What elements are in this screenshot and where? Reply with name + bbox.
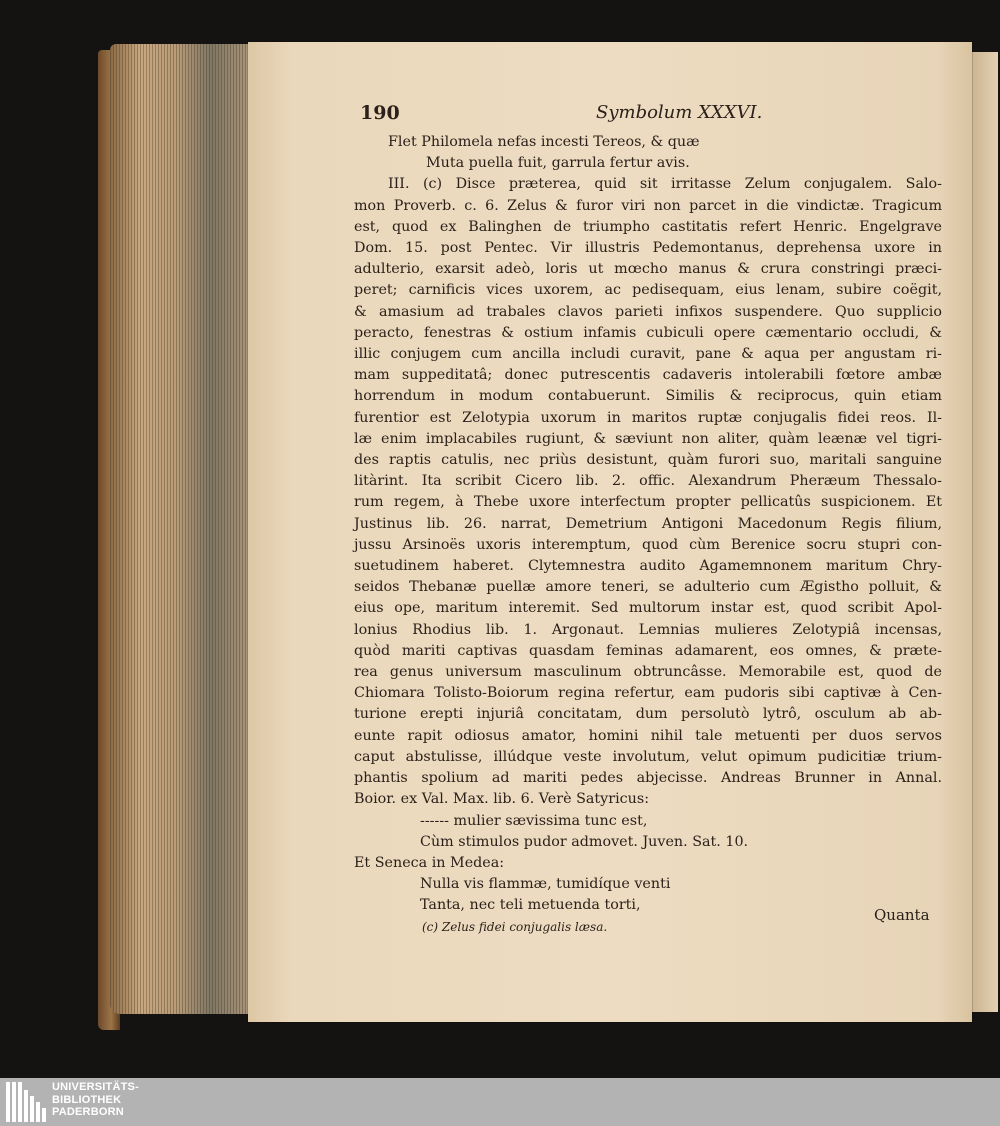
library-name-line: PADERBORN (52, 1106, 124, 1118)
text-line: peracto, fenestras & ostium infamis cubiculi opere cæmentario occludi, & (354, 324, 942, 341)
text-line: Boior. ex Val. Max. lib. 6. Verè Satyricus: (354, 791, 650, 808)
page-header (360, 102, 960, 132)
text-line: Chiomara Tolisto-Boiorum regina refertur, eam pudoris sibi captivæ à Cen- (354, 685, 942, 702)
text-line: Tanta, nec teli metuenda torti, (420, 897, 641, 914)
text-line: Justinus lib. 26. narrat, Demetrium Antigoni Macedonum Regis filium, (354, 515, 942, 532)
text-line: læ enim implacabiles rugiunt, & sæviunt non aliter, quàm leænæ vel tigri- (354, 430, 942, 447)
next-page-edge (968, 52, 998, 1012)
text-line: illic conjugem cum ancilla includi curavit, pane & aqua per angustam ri- (354, 346, 942, 363)
text-line: des raptis catulis, nec priùs desistunt, quàm furori suo, maritali sanguine (354, 452, 942, 469)
library-name-line: BIBLIOTHEK (52, 1093, 122, 1106)
text-line: mon Proverb. c. 6. Zelus & furor viri non parcet in die vindictæ. Tragicum (354, 197, 942, 214)
text-line: eunte rapit odiosus amator, homini nihil tale metuenti per duos servos (354, 727, 942, 744)
body-text (354, 132, 942, 917)
text-line: Nulla vis flammæ, tumidíque venti (420, 876, 671, 893)
text-line: horrendum in modum contabuerunt. Similis & reciprocus, quin etiam (354, 388, 942, 405)
book-page (248, 42, 972, 1022)
text-line: caput abstulisse, illúdque veste involutum, velut opimum pudicitiæ trium- (354, 748, 942, 765)
text-line: Dom. 15. post Pentec. Vir illustris Pedemontanus, deprehensa uxore in (354, 240, 942, 257)
text-line: Flet Philomela nefas incesti Tereos, & quæ (388, 134, 700, 150)
text-line: eius ope, maritum interemit. Sed multorum instar est, quod scribit Apol- (354, 600, 942, 617)
text-line: rum regem, à Thebe uxore interfectum propter pellicatûs suspicionem. Et (354, 494, 942, 511)
text-line: lonius Rhodius lib. 1. Argonaut. Lemnias mulieres Zelotypiâ incensas, (354, 621, 942, 638)
text-line: mam suppeditatâ; donec putrescentis cadaveris intolerabili fœtore ambæ (354, 367, 942, 384)
page-number: 190 (360, 102, 400, 124)
text-line: Cùm stimulos pudor admovet. Juven. Sat. 10. (420, 833, 749, 850)
text-line: peret; carnificis vices uxorem, ac pedisequam, eius lenam, subire coëgit, (354, 282, 942, 299)
text-line: Muta puella fuit, garrula fertur avis. (426, 155, 690, 172)
text-line: & amasium ad trabales clavos parieti infixos suspendere. Quo supplicio (354, 303, 942, 320)
text-line: ------ mulier sævissima tunc est, (420, 812, 648, 829)
library-footer (0, 1078, 1000, 1126)
library-name-line: UNIVERSITÄTS- (52, 1081, 139, 1093)
library-name (52, 1081, 139, 1119)
running-head: Symbolum XXXVI. (596, 102, 763, 123)
text-line: adulterio, exarsit adeò, loris ut mœcho manus & crura constringi præci- (354, 261, 942, 278)
text-line: jussu Arsinoës uxoris interemptum, quod cùm Berenice socru stupri con- (354, 536, 942, 553)
text-line: est, quod ex Balinghen de triumpho castitatis refert Henric. Engelgrave (354, 218, 942, 235)
text-line: suetudinem haberet. Clytemnestra audito Agamemnonem maritum Chry- (354, 558, 942, 575)
text-line: turione erepti injuriâ concitatam, dum persolutò lytrô, osculum ab ab- (354, 706, 942, 723)
text-line: litàrint. Ita scribit Cicero lib. 2. offic. Alexandrum Pheræum Thessalo- (354, 473, 942, 490)
library-logo-icon (6, 1082, 46, 1122)
text-line: furentior est Zelotypia uxorum in maritos ruptæ conjugalis fidei reos. Il- (354, 409, 942, 426)
catchword: Quanta (874, 906, 930, 924)
text-line: Et Seneca in Medea: (354, 854, 505, 871)
text-line: rea genus universum masculinum obtruncâsse. Memorabile est, quod de (354, 664, 942, 681)
text-line: seidos Thebanæ puellæ amore teneri, se adulterio cum Ægistho polluit, & (354, 579, 942, 596)
footnote: (c) Zelus fidei conjugalis læsa. (422, 920, 608, 934)
text-line: phantis spolium ad mariti pedes abjecisse. Andreas Brunner in Annal. (354, 770, 942, 787)
text-line: III. (c) Disce præterea, quid sit irritasse Zelum conjugalem. Salo- (388, 176, 942, 193)
text-line: quòd mariti captivas quasdam feminas adamarent, eos omnes, & præte- (354, 642, 942, 659)
